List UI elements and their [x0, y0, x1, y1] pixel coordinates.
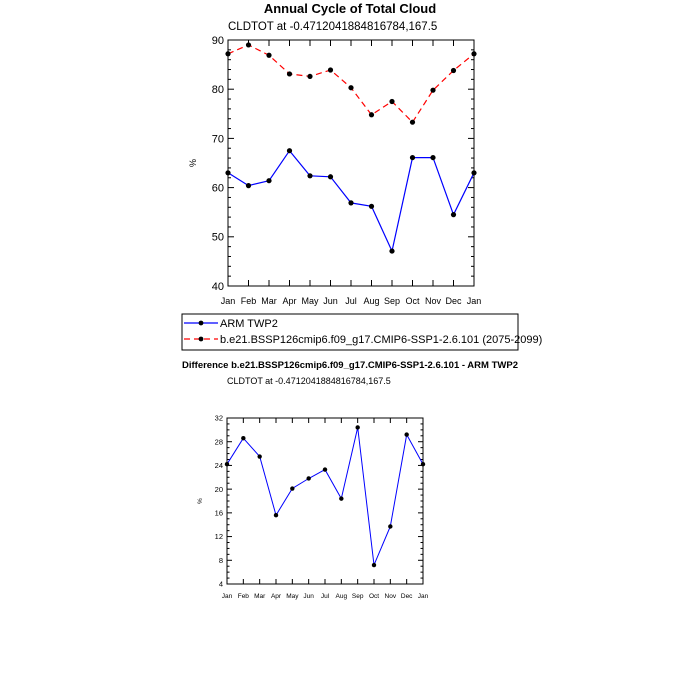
main-xtick-label: Dec — [445, 296, 462, 306]
difference-xtick-label: Nov — [384, 593, 397, 600]
difference-series-point-0 — [339, 496, 343, 500]
difference-ytick-label: 12 — [214, 532, 223, 542]
main-xtick-label: Feb — [240, 296, 257, 306]
difference-xtick-label: Apr — [270, 593, 282, 600]
main-series-point-1 — [225, 51, 230, 56]
main-series-point-0 — [389, 248, 394, 253]
difference-ytick-label: 16 — [214, 508, 223, 518]
difference-chart-title: Difference b.e21.BSSP126cmip6.f09_g17.CMIP6-SSP1-2.6.101 - ARM TWP2 — [182, 360, 518, 371]
difference-series-point-0 — [323, 467, 327, 471]
difference-series-point-0 — [225, 462, 229, 466]
main-xtick-label: Jul — [345, 296, 357, 306]
difference-series-point-0 — [404, 432, 408, 436]
main-series-point-0 — [287, 148, 292, 153]
difference-series-point-0 — [355, 425, 359, 429]
difference-ytick-label: 32 — [214, 413, 223, 423]
main-series-point-0 — [225, 170, 230, 175]
difference-xtick-label: May — [286, 593, 299, 600]
main-series-point-1 — [410, 120, 415, 125]
main-series-point-1 — [471, 51, 476, 56]
main-series-line-1 — [228, 45, 474, 122]
difference-series-point-0 — [257, 454, 261, 458]
main-series-point-0 — [471, 170, 476, 175]
main-xtick-label: Nov — [424, 296, 442, 306]
main-series-point-0 — [348, 200, 353, 205]
main-series-point-1 — [369, 112, 374, 117]
main-series-point-1 — [328, 67, 333, 72]
difference-xtick-label: Sep — [351, 593, 364, 600]
main-series-point-0 — [307, 173, 312, 178]
difference-xtick-label: Aug — [335, 593, 348, 600]
difference-series-point-0 — [421, 462, 425, 466]
legend-label-0: ARM TWP2 — [220, 318, 278, 330]
main-ytick-label: 90 — [211, 34, 224, 47]
main-series-point-1 — [266, 53, 271, 58]
main-series-point-0 — [369, 204, 374, 209]
difference-series-point-0 — [274, 513, 278, 517]
main-xtick-label: Sep — [383, 296, 401, 306]
main-ytick-label: 40 — [211, 280, 224, 293]
main-series-point-1 — [451, 68, 456, 73]
main-series-point-1 — [307, 74, 312, 79]
difference-series-point-0 — [388, 524, 392, 528]
difference-xtick-label: Dec — [400, 593, 413, 600]
main-xtick-label: Jan — [220, 296, 236, 306]
main-xtick-label: Oct — [405, 296, 420, 306]
main-series-point-0 — [410, 155, 415, 160]
main-series-point-1 — [348, 85, 353, 90]
main-plot-frame — [228, 40, 474, 286]
legend-marker-1 — [199, 337, 204, 342]
difference-xtick-label: Mar — [254, 593, 266, 600]
difference-ytick-label: 8 — [218, 555, 223, 565]
main-xtick-label: May — [301, 296, 319, 306]
difference-chart-subtitle: CLDTOT at -0.4712041884816784,167.5 — [227, 376, 391, 386]
main-series-point-1 — [246, 42, 251, 47]
main-series-point-1 — [430, 88, 435, 93]
chart-title: Annual Cycle of Total Cloud — [263, 1, 437, 16]
difference-xtick-label: Jul — [320, 593, 330, 600]
difference-plot-frame — [227, 418, 423, 584]
difference-xtick-label: Oct — [368, 593, 380, 600]
difference-ytick-label: 28 — [214, 437, 223, 447]
difference-xtick-label: Jan — [221, 593, 233, 600]
main-series-point-0 — [246, 183, 251, 188]
difference-xtick-label: Jun — [303, 593, 314, 600]
main-series-point-1 — [287, 71, 292, 76]
chart-subtitle: CLDTOT at -0.4712041884816784,167.5 — [228, 21, 438, 33]
difference-series-point-0 — [241, 436, 245, 440]
difference-series-point-0 — [306, 476, 310, 480]
legend-marker-0 — [199, 321, 204, 326]
difference-ytick-label: 20 — [214, 484, 223, 494]
main-series-point-1 — [389, 99, 394, 104]
main-series-point-0 — [328, 174, 333, 179]
main-xtick-label: Apr — [282, 296, 297, 306]
main-xtick-label: Jan — [466, 296, 482, 306]
main-ytick-label: 50 — [211, 231, 224, 244]
difference-ylabel: % — [197, 498, 204, 504]
difference-ytick-label: 4 — [218, 579, 223, 589]
main-series-point-0 — [430, 155, 435, 160]
difference-series-point-0 — [290, 486, 294, 490]
difference-ytick-label: 24 — [214, 461, 223, 471]
main-series-point-0 — [266, 178, 271, 183]
main-ylabel: % — [188, 158, 198, 168]
difference-series-line-0 — [227, 428, 423, 566]
main-xtick-label: Mar — [261, 296, 277, 306]
main-ytick-label: 60 — [211, 182, 224, 195]
main-ytick-label: 80 — [211, 84, 224, 97]
main-xtick-label: Jun — [323, 296, 338, 306]
difference-xtick-label: Jan — [417, 593, 429, 600]
main-series-point-0 — [451, 212, 456, 217]
difference-series-point-0 — [372, 563, 376, 567]
legend-label-1: b.e21.BSSP126cmip6.f09_g17.CMIP6-SSP1-2.6.101 (2075-2099) — [220, 334, 543, 346]
main-ytick-label: 70 — [211, 133, 224, 146]
main-xtick-label: Aug — [363, 296, 380, 306]
difference-xtick-label: Feb — [237, 593, 249, 600]
